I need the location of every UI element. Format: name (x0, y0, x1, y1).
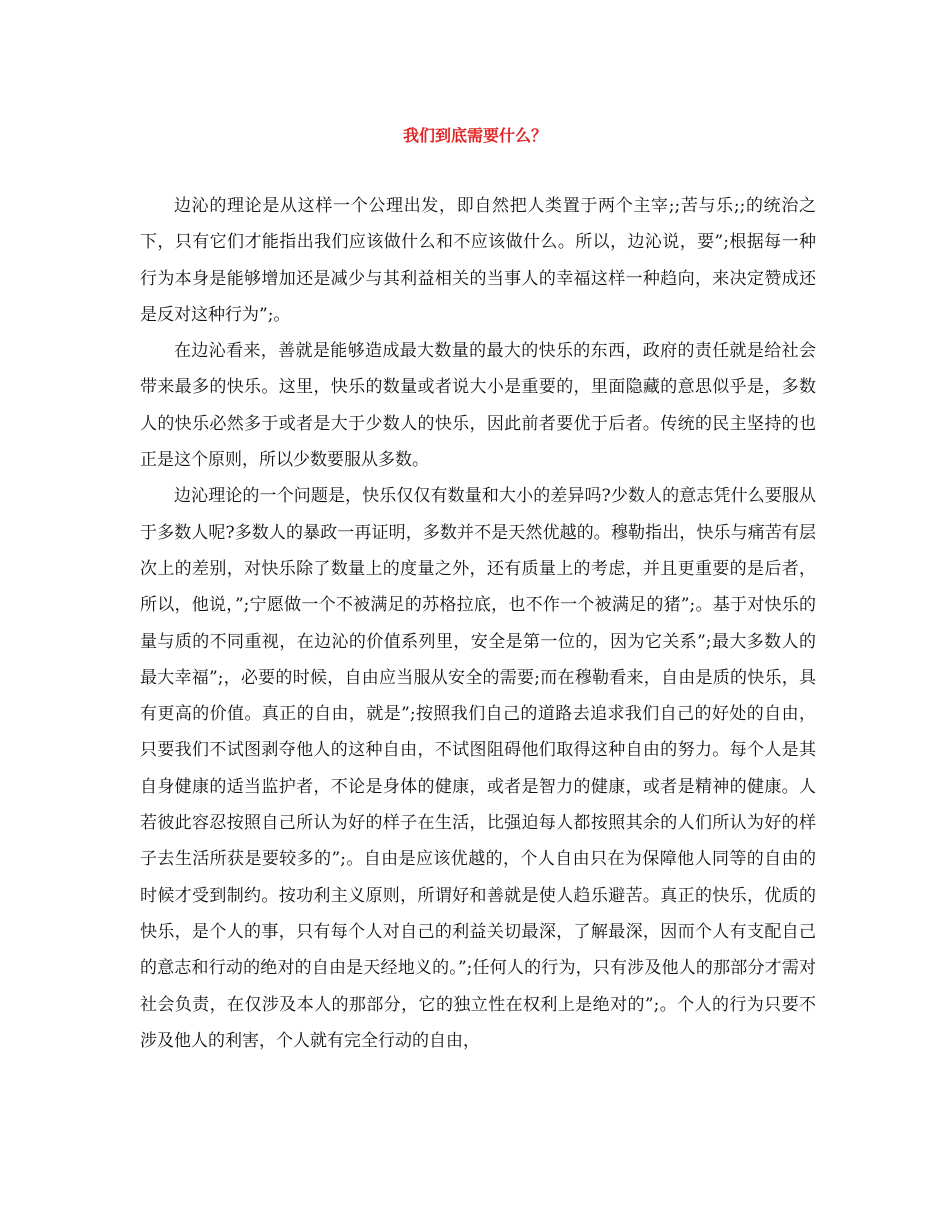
paragraph-1: 边沁的理论是从这样一个公理出发，即自然把人类置于两个主宰;;苦与乐;;的统治之下，只有它们才能指出我们应该做什么和不应该做什么。所以，边沁说，要”;根据每一种行为本身是能够增加还是减少与其利益相关的当事人的幸福这样一种趋向，来决定赞成还是反对这种行为”;。 (140, 196, 816, 325)
paragraph-3: 边沁理论的一个问题是，快乐仅仅有数量和大小的差异吗?少数人的意志凭什么要服从于多数人呢?多数人的暴政一再证明，多数并不是天然优越的。穆勒指出，快乐与痛苦有层次上的差别，对快乐除了数量上的度量之外，还有质量上的考虑，并且更重要的是后者，所以，他说，”;宁愿做一个不被满足的苏格拉底，也不作一个被满足的猪”;。基于对快乐的量与质的不同重视，在边沁的价值系列里，安全是第一位的，因为它关系”;最大多数人的最大幸福”;，必要的时候，自由应当服从安全的需要;而在穆勒看来，自由是质的快乐，具有更高的价值。真正的自由，就是”;按照我们自己的道路去追求我们自己的好处的自由，只要我们不试图剥夺他人的这种自由，不试图阻碍他们取得这种自由的努力。每个人是其自身健康的适当监护者，不论是身体的健康，或者是智力的健康，或者是精神的健康。人若彼此容忍按照自己所认为好的样子在生活，比强迫每人都按照其余的人们所认为好的样子去生活所获是要较多的”;。自由是应该优越的，个人自由只在为保障他人同等的自由的时候才受到制约。按功利主义原则，所谓好和善就是使人趋乐避苦。真正的快乐，优质的快乐，是个人的事，只有每个人对自己的利益关切最深，了解最深，因而个人有支配自己的意志和行动的绝对的自由是天经地义的。”;任何人的行为，只有涉及他人的那部分才需对社会负责，在仅涉及本人的那部分，它的独立性在权利上是绝对的”;。个人的行为只要不涉及他人的利害，个人就有完全行动的自由， (140, 486, 816, 1051)
paragraph-2: 在边沁看来，善就是能够造成最大数量的最大的快乐的东西，政府的责任就是给社会带来最多的快乐。这里，快乐的数量或者说大小是重要的，里面隐藏的意思似乎是，多数人的快乐必然多于或者是大于少数人的快乐，因此前者要优于后者。传统的民主坚持的也正是这个原则，所以少数要服从多数。 (140, 341, 816, 471)
document-title: 我们到底需要什么？ (402, 126, 547, 145)
document-body (140, 188, 816, 1059)
